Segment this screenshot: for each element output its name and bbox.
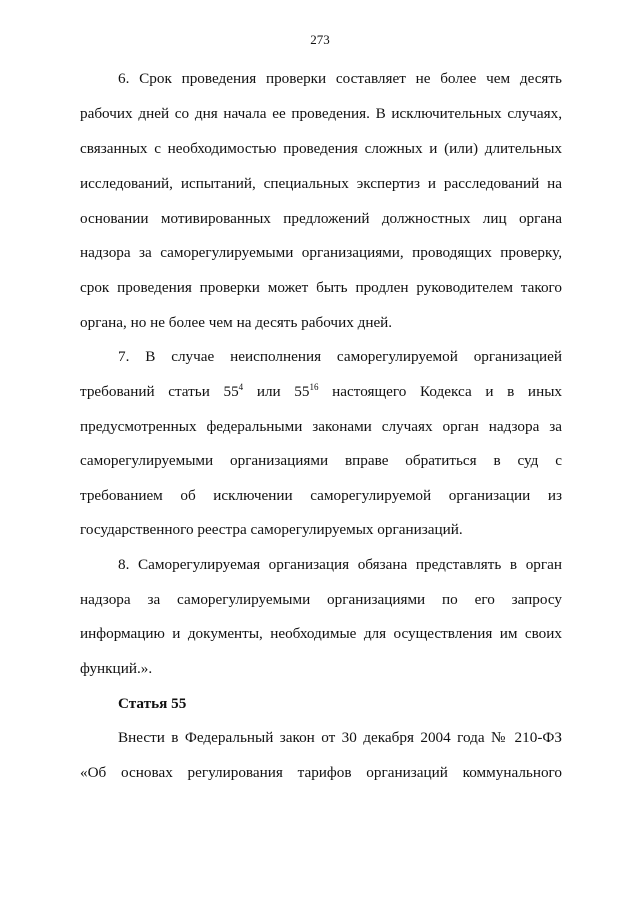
p7-line-2-b: или 55	[243, 383, 310, 400]
p6-line-8: органа, но не более чем на десять рабочих дней.	[80, 314, 393, 331]
p7-line-2-c: настоящего Кодекса и в иных	[318, 383, 562, 400]
p6-line-5: основании мотивированных предложений должностных лиц органа	[80, 210, 562, 227]
p7-line-2	[80, 383, 562, 401]
p6-line-6: надзора за саморегулируемыми организациями, проводящих проверку,	[80, 244, 562, 261]
article-line-2: «Об основах регулирования тарифов организаций коммунального	[80, 764, 562, 781]
superscript-16: 16	[309, 382, 319, 392]
article-heading: Статья 55	[118, 695, 187, 712]
p8-line-3: информацию и документы, необходимые для осуществления им своих	[80, 625, 562, 642]
p7-line-3: предусмотренных федеральными законами случаях орган надзора за	[80, 418, 562, 435]
article-line-1: Внести в Федеральный закон от 30 декабря 2004 года № 210-ФЗ	[118, 729, 562, 746]
p7-line-1: 7. В случае неисполнения саморегулируемой организацией	[118, 348, 562, 365]
p6-line-7: срок проведения проверки может быть продлен руководителем такого	[80, 279, 562, 296]
p8-line-4: функций.».	[80, 660, 153, 677]
p6-line-3: связанных с необходимостью проведения сложных и (или) длительных	[80, 140, 562, 157]
p8-line-1: 8. Саморегулируемая организация обязана представлять в орган	[118, 556, 562, 573]
p8-line-2: надзора за саморегулируемыми организациями по его запросу	[80, 591, 562, 608]
p6-line-1: 6. Срок проведения проверки составляет не более чем десять	[118, 70, 562, 87]
p7-line-4: саморегулируемыми организациями вправе обратиться в суд с	[80, 452, 562, 469]
p7-line-6: государственного реестра саморегулируемых организаций.	[80, 521, 463, 538]
p6-line-4: исследований, испытаний, специальных экспертиз и расследований на	[80, 175, 562, 192]
p7-line-5: требованием об исключении саморегулируемой организации из	[80, 487, 562, 504]
page-number: 273	[310, 32, 330, 47]
p6-line-2: рабочих дней со дня начала ее проведения. В исключительных случаях,	[80, 105, 562, 122]
superscript-4: 4	[238, 382, 244, 392]
p7-line-2-a: требований статьи 55	[80, 383, 239, 400]
